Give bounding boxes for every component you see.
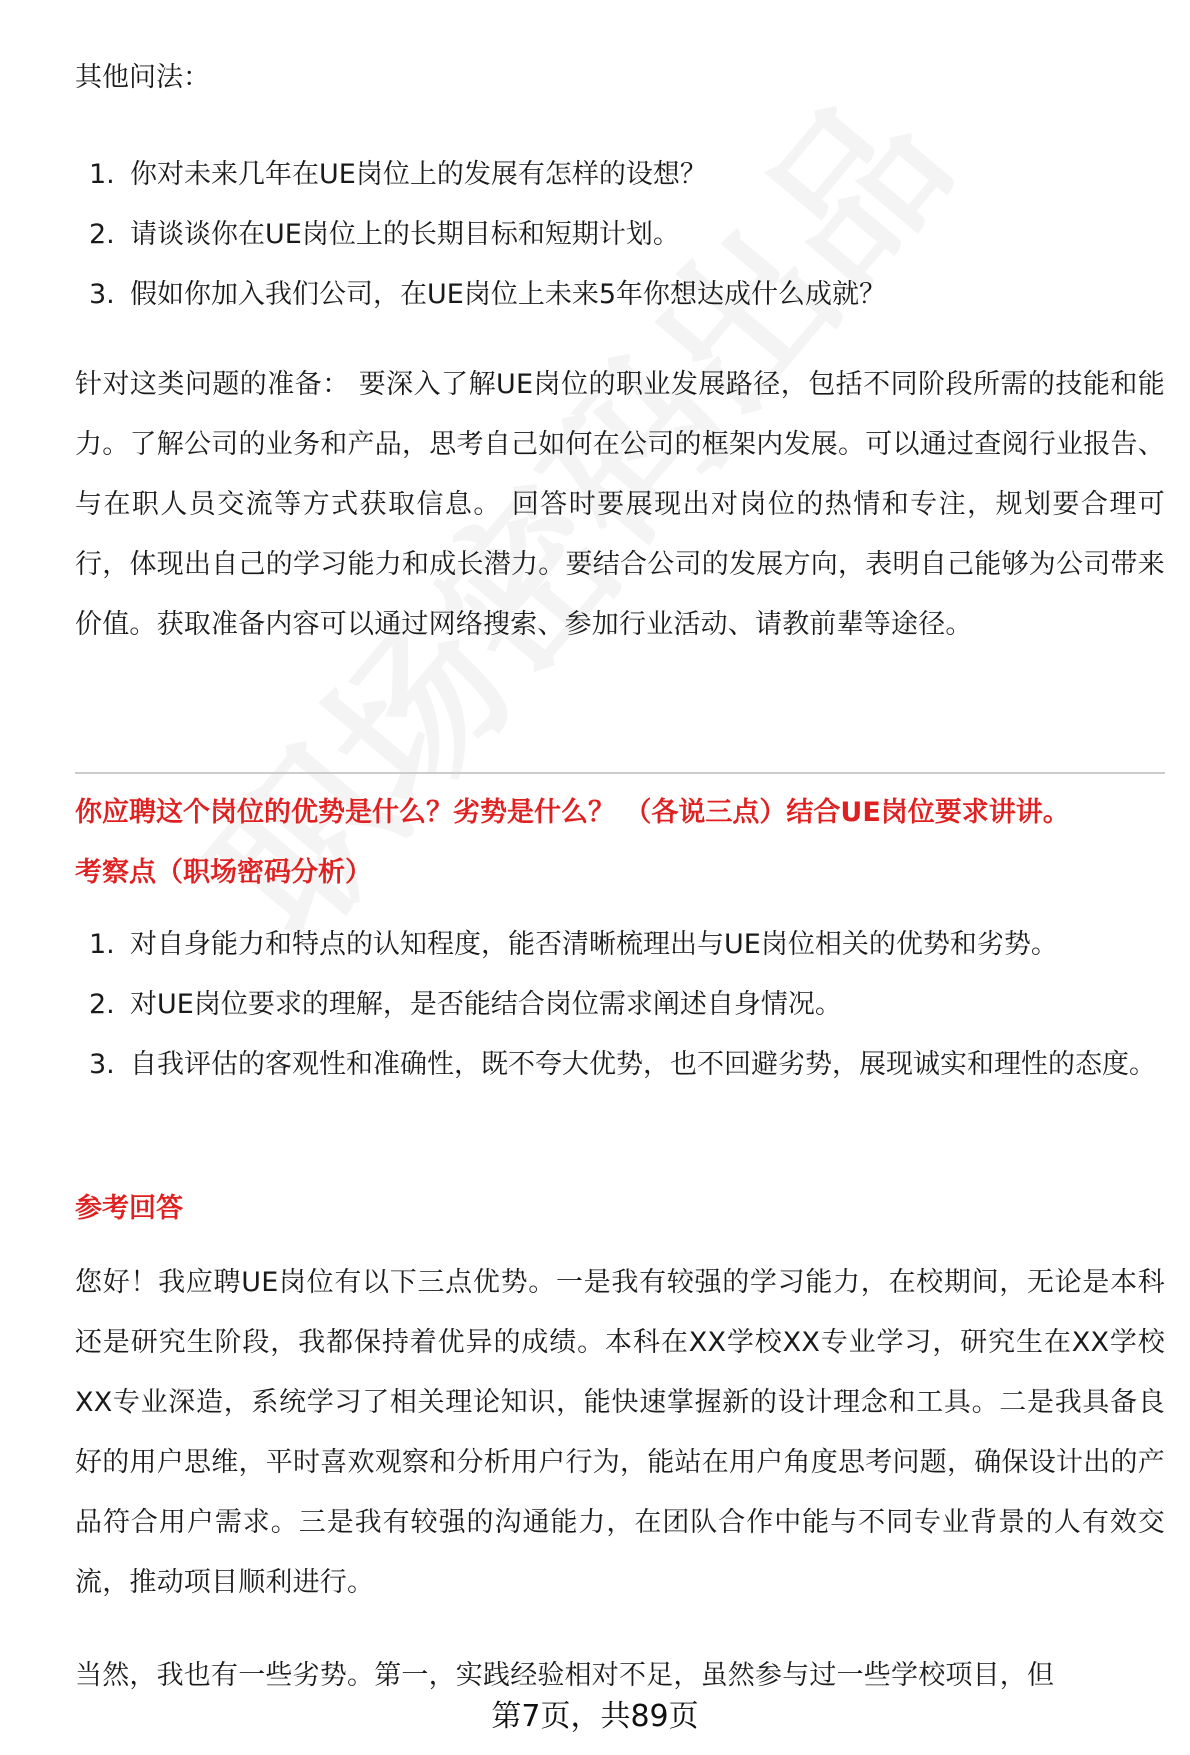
answer-paragraph-1: 您好！我应聘UE岗位有以下三点优势。一是我有较强的学习能力，在校期间，无论是本科还是研究生阶段，我都保持着优异的成绩。本科在XX学校XX专业学习，研究生在XX学校XX专业深造，系统学习了相关理论知识，能快速掌握新的设计理念和工具。二是我具备良好的用户思维，平时喜欢观察和分析用户行为，能站在用户角度思考问题，确保设计出的产品符合用户需求。三是我有较强的沟通能力，在团队合作中能与不同专业背景的人有效交流，推动项目顺利进行。: [75, 1267, 1165, 1598]
other-questions-label: 其他问法：: [75, 62, 210, 93]
list-item: 3. 自我评估的客观性和准确性，既不夸大优势，也不回避劣势，展现诚实和理性的态度。: [89, 1049, 1156, 1080]
list-item: 1. 对自身能力和特点的认知程度，能否清晰梳理出与UE岗位相关的优势和劣势。: [89, 929, 1058, 960]
section-divider: [75, 772, 1165, 774]
alternative-questions-list: [75, 145, 1165, 325]
reference-answer-heading: 参考回答: [75, 1193, 183, 1224]
preparation-paragraph: 针对这类问题的准备： 要深入了解UE岗位的职业发展路径，包括不同阶段所需的技能和能力。了解公司的业务和产品，思考自己如何在公司的框架内发展。可以通过查阅行业报告、与在职人员交流等方式获取信息。 回答时要展现出对岗位的热情和专注，规划要合理可行，体现出自己的学习能力和成长潜力。要结合公司的发展方向，表明自己能够为公司带来价值。获取准备内容可以通过网络搜索、参加行业活动、请教前辈等途径。: [75, 369, 1165, 640]
list-item: 2. 对UE岗位要求的理解，是否能结合岗位需求阐述自身情况。: [89, 989, 842, 1020]
question-heading: 你应聘这个岗位的优势是什么？劣势是什么？ （各说三点）结合UE岗位要求讲讲。: [75, 797, 1070, 828]
examine-points-list: [75, 915, 1165, 1095]
list-item: 1. 你对未来几年在UE岗位上的发展有怎样的设想？: [89, 159, 707, 190]
page-number-footer: 第7页，共89页: [0, 1697, 1190, 1737]
list-item: 3. 假如你加入我们公司，在UE岗位上未来5年你想达成什么成就？: [89, 279, 886, 310]
examine-points-heading: 考察点（职场密码分析）: [75, 857, 372, 888]
answer-paragraph-2: 当然，我也有一些劣势。第一，实践经验相对不足，虽然参与过一些学校项目，但: [75, 1660, 1055, 1691]
list-item: 2. 请谈谈你在UE岗位上的长期目标和短期计划。: [89, 219, 680, 250]
